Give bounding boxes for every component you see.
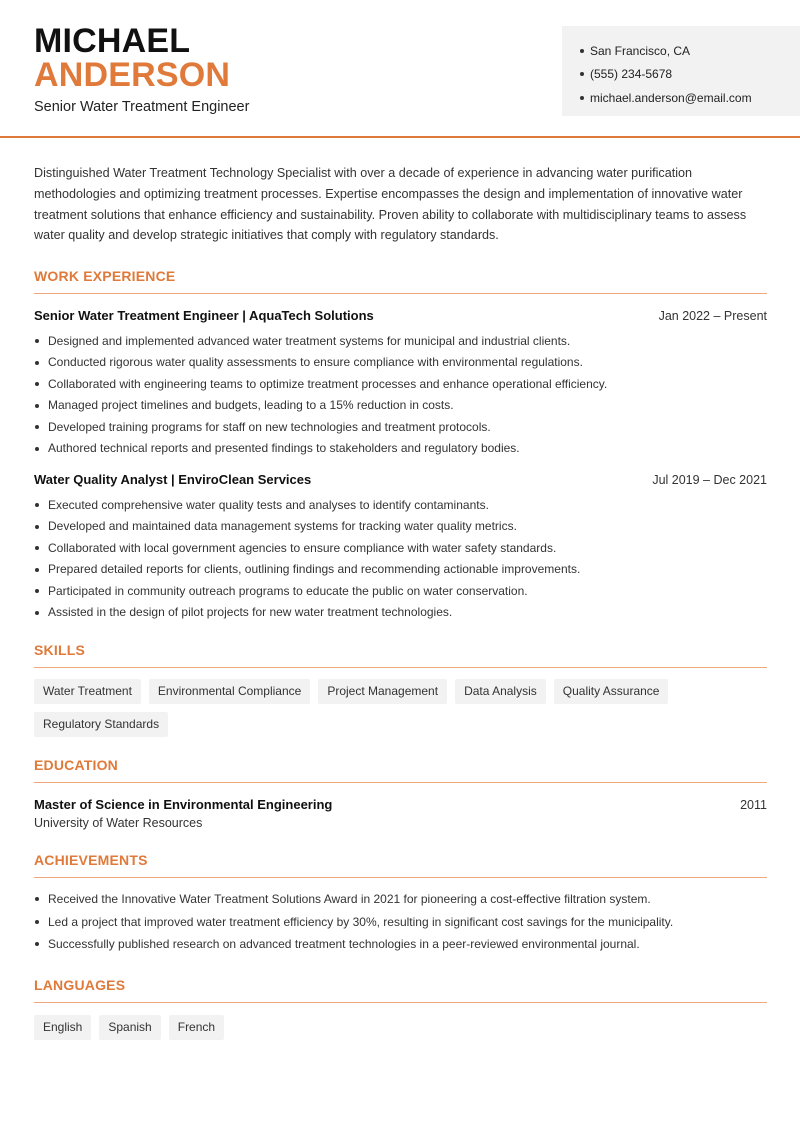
bullet-dot-icon bbox=[35, 447, 39, 451]
list-item: Conducted rigorous water quality assessments to ensure compliance with environmental regulations. bbox=[34, 352, 767, 374]
achievements-list bbox=[34, 888, 767, 956]
contact-box bbox=[562, 26, 800, 116]
list-item: Authored technical reports and presented findings to stakeholders and regulatory bodies. bbox=[34, 438, 767, 460]
list-item: Led a project that improved water treatment efficiency by 30%, resulting in significant cost savings for the municipality. bbox=[34, 911, 767, 934]
skill-tag: Regulatory Standards bbox=[34, 712, 168, 737]
skill-tag: Quality Assurance bbox=[554, 679, 669, 704]
bullet-dot-icon bbox=[35, 920, 39, 924]
job-bullets bbox=[34, 330, 767, 459]
list-item: Assisted in the design of pilot projects for new water treatment technologies. bbox=[34, 602, 767, 624]
section-title-work: WORK EXPERIENCE bbox=[34, 268, 767, 294]
education-degree: Master of Science in Environmental Engineering bbox=[34, 797, 333, 813]
list-item: Prepared detailed reports for clients, outlining findings and recommending actionable improvements. bbox=[34, 559, 767, 581]
education-school: University of Water Resources bbox=[34, 816, 203, 831]
list-item: Designed and implemented advanced water treatment systems for municipal and industrial clients. bbox=[34, 330, 767, 352]
education-year: 2011 bbox=[740, 798, 767, 813]
skill-tag: Environmental Compliance bbox=[149, 679, 310, 704]
list-item: Successfully published research on advanced treatment technologies in a peer-reviewed environmental journal. bbox=[34, 933, 767, 956]
bullet-dot-icon bbox=[35, 568, 39, 572]
language-tag: Spanish bbox=[99, 1015, 160, 1040]
bullet-dot-icon bbox=[35, 503, 39, 507]
bullet-dot-icon bbox=[35, 382, 39, 386]
education-entry bbox=[34, 797, 767, 812]
bullet-dot-icon bbox=[580, 96, 584, 100]
section-title-skills: SKILLS bbox=[34, 642, 767, 668]
list-item: Participated in community outreach programs to educate the public on water conservation. bbox=[34, 580, 767, 602]
language-tag: English bbox=[34, 1015, 91, 1040]
bullet-dot-icon bbox=[35, 611, 39, 615]
first-name: MICHAEL bbox=[34, 22, 191, 60]
contact-phone: (555) 234-5678 bbox=[580, 63, 800, 87]
bullet-dot-icon bbox=[35, 589, 39, 593]
contact-location: San Francisco, CA bbox=[580, 39, 800, 63]
job-role: Water Quality Analyst | EnviroClean Services bbox=[34, 472, 312, 488]
job-title: Senior Water Treatment Engineer bbox=[34, 99, 250, 115]
bullet-dot-icon bbox=[35, 897, 39, 901]
summary-paragraph: Distinguished Water Treatment Technology Specialist with over a decade of experience in advancing water purification methodologies and optimizing treatment processes. Expertise encompasses the design and implementation of innovative water treatment solutions that enhance efficiency and sustainability. Proven ability to collaborate with multidisciplinary teams to assess water quality and develop strategic initiatives that comply with regulatory standards. bbox=[34, 166, 747, 243]
list-item: Collaborated with engineering teams to optimize treatment processes and enhance operational efficiency. bbox=[34, 373, 767, 395]
list-item: Executed comprehensive water quality tests and analyses to identify contaminants. bbox=[34, 494, 767, 516]
skill-tag: Data Analysis bbox=[455, 679, 546, 704]
list-item: Developed training programs for staff on new technologies and treatment protocols. bbox=[34, 416, 767, 438]
section-title-languages: LANGUAGES bbox=[34, 977, 767, 1003]
section-title-education: EDUCATION bbox=[34, 757, 767, 783]
bullet-dot-icon bbox=[35, 339, 39, 343]
bullet-dot-icon bbox=[35, 942, 39, 946]
skill-tag: Water Treatment bbox=[34, 679, 141, 704]
skill-tag: Project Management bbox=[318, 679, 447, 704]
bullet-dot-icon bbox=[580, 49, 584, 53]
job-entry bbox=[34, 308, 767, 459]
last-name: ANDERSON bbox=[34, 56, 231, 94]
resume-content bbox=[34, 138, 767, 1040]
job-bullets bbox=[34, 494, 767, 623]
job-date: Jan 2022 – Present bbox=[658, 309, 767, 324]
bullet-dot-icon bbox=[35, 361, 39, 365]
skills-tags bbox=[34, 679, 767, 737]
list-item: Managed project timelines and budgets, leading to a 15% reduction in costs. bbox=[34, 395, 767, 417]
list-item: Received the Innovative Water Treatment Solutions Award in 2021 for pioneering a cost-effective filtration system. bbox=[34, 888, 767, 911]
bullet-dot-icon bbox=[35, 425, 39, 429]
contact-email: michael.anderson@email.com bbox=[580, 86, 800, 110]
list-item: Collaborated with local government agencies to ensure compliance with water safety standards. bbox=[34, 537, 767, 559]
bullet-dot-icon bbox=[35, 546, 39, 550]
bullet-dot-icon bbox=[35, 404, 39, 408]
bullet-dot-icon bbox=[35, 525, 39, 529]
section-title-achievements: ACHIEVEMENTS bbox=[34, 852, 767, 878]
job-date: Jul 2019 – Dec 2021 bbox=[652, 473, 767, 488]
list-item: Developed and maintained data management systems for tracking water quality metrics. bbox=[34, 516, 767, 538]
language-tag: French bbox=[169, 1015, 224, 1040]
language-tags bbox=[34, 1015, 767, 1040]
resume-header bbox=[0, 0, 800, 138]
job-entry bbox=[34, 472, 767, 623]
job-role: Senior Water Treatment Engineer | AquaTech Solutions bbox=[34, 308, 374, 324]
bullet-dot-icon bbox=[580, 72, 584, 76]
